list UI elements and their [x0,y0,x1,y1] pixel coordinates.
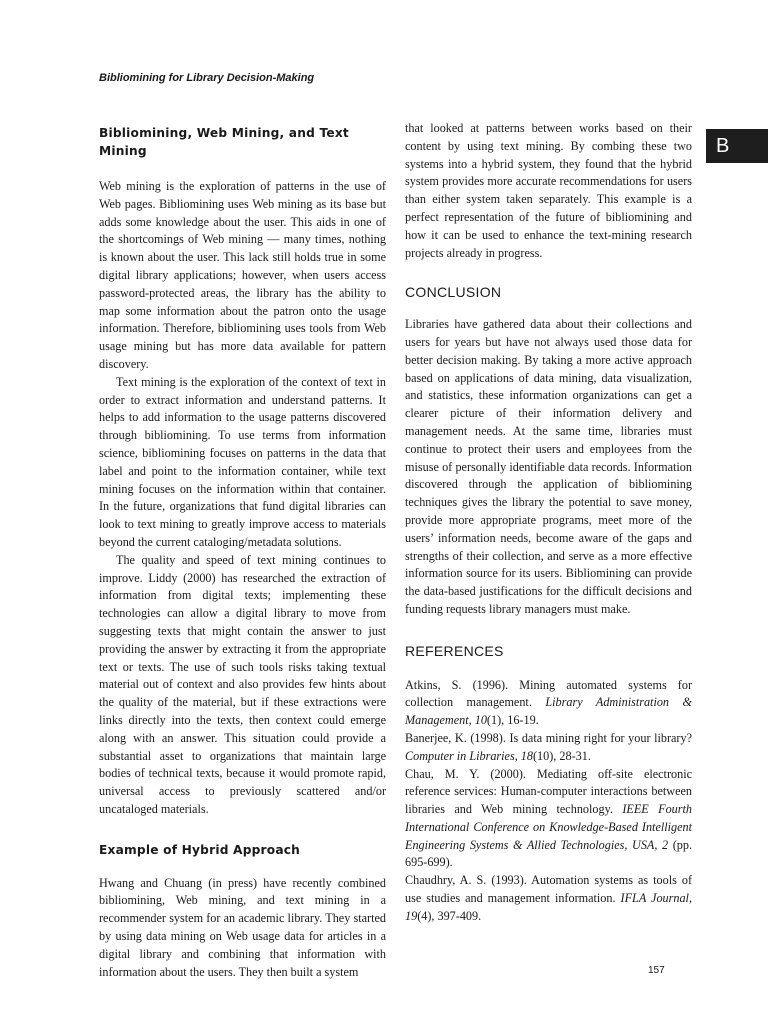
paragraph-quality: The quality and speed of text mining continues to improve. Liddy (2000) has researched the extraction of information from digital texts; implementing these technologies can allow a digital library to move from suggesting texts that might contain the answer to just providing the answer by extracting it from the appropriate text or texts. The use of such tools risks taking textual material out of context and also provides few hints about the quality of the material, but if these extractions were links directly into the texts, then context could emerge along with an answer. This situation could provide a substantial asset to organizations that maintain large bodies of technical texts, because it would promote rapid, universal access to previously scattered and/or uncataloged materials. [99,552,386,816]
paragraph-hybrid-continued: that looked at patterns between works based on their content by using text mining. By combing these two systems into a hybrid system, they found that the hybrid system provides more accurate recommendations for users than either system taken separately. This example is a perfect representation of the future of bibliomining and how it can be used to enhance the text-mining research projects already in progress. [405,121,692,260]
paragraph-hybrid: Hwang and Chuang (in press) have recently combined bibliomining, Web mining, and text mining in a recommender system for an academic library. They started by using data mining on Web usage data for articles in a digital library and combining that information with information about the users. They then built a system [99,875,386,979]
reference-item: Atkins, S. (1996). Mining automated systems for collection management. Library Administration & Management, 10(1), 16-19. [405,677,692,728]
references-list [405,677,692,926]
references-heading: REFERENCES [405,642,504,659]
reference-item: Banerjee, K. (1998). Is data mining right for your library? Computer in Libraries, 18(10), 28-31. [405,730,692,763]
running-head: Bibliomining for Library Decision-Making [99,72,315,84]
page-number: 157 [648,965,665,976]
left-column [99,120,386,981]
section-tab: B [706,129,768,163]
conclusion-heading: CONCLUSION [405,284,502,301]
section-heading-hybrid: Example of Hybrid Approach [99,842,301,857]
reference-item: Chau, M. Y. (2000). Mediating off-site electronic reference services: Human-computer interactions between libraries and Web mining technology. IEEE Fourth International Conference on Knowledge-Based Intelligent Engineering Systems & Allied Technologies, USA, 2 (pp. 695-699). [405,766,693,870]
right-column [405,120,692,926]
paragraph-text-mining: Text mining is the exploration of the context of text in order to extract information and understand patterns. It helps to add information to the usage patterns discovered through bibliomining. To use terms from information science, bibliomining focuses on patterns in the data that label and point to the information container, while text mining focuses on the information within that container. In the future, organizations that fund digital libraries can look to text mining to greatly improve access to materials beyond the current cataloging/metadata solutions. [99,374,386,549]
section-heading-bibliomining: Bibliomining, Web Mining, and Text Mining [99,126,349,158]
reference-item: Chaudhry, A. S. (1993). Automation systems as tools of use studies and management information. IFLA Journal, 19(4), 397-409. [405,873,692,923]
paragraph-conclusion: Libraries have gathered data about their collections and users for years but have not always used those data for better decision making. By taking a more active approach based on applications of data mining, data visualization, and statistics, these information organizations can get a clearer picture of their information delivery and management needs. At the same time, libraries must continue to protect their users and employees from the misuse of personally identifiable data records. Information discovered through the application of bibliomining techniques gives the library the potential to save money, provide more appropriate programs, meet more of the users’ information needs, become aware of the gaps and strengths of their collection, and serve as a more effective information source for its users. Bibliomining can provide the data-based justifications for the difficult decisions and funding requests library managers must make. [405,317,692,616]
paragraph-web-mining: Web mining is the exploration of patterns in the use of Web pages. Bibliomining uses Web mining as its base but adds some knowledge about the user. This aids in one of the shortcomings of Web mining — many times, nothing is known about the user. This lack still holds true in some digital library applications; however, when users access password-protected areas, the library has the ability to map some information about the patron onto the usage information. Therefore, bibliomining uses tools from Web usage mining but has more data available for pattern discovery. [99,179,386,371]
